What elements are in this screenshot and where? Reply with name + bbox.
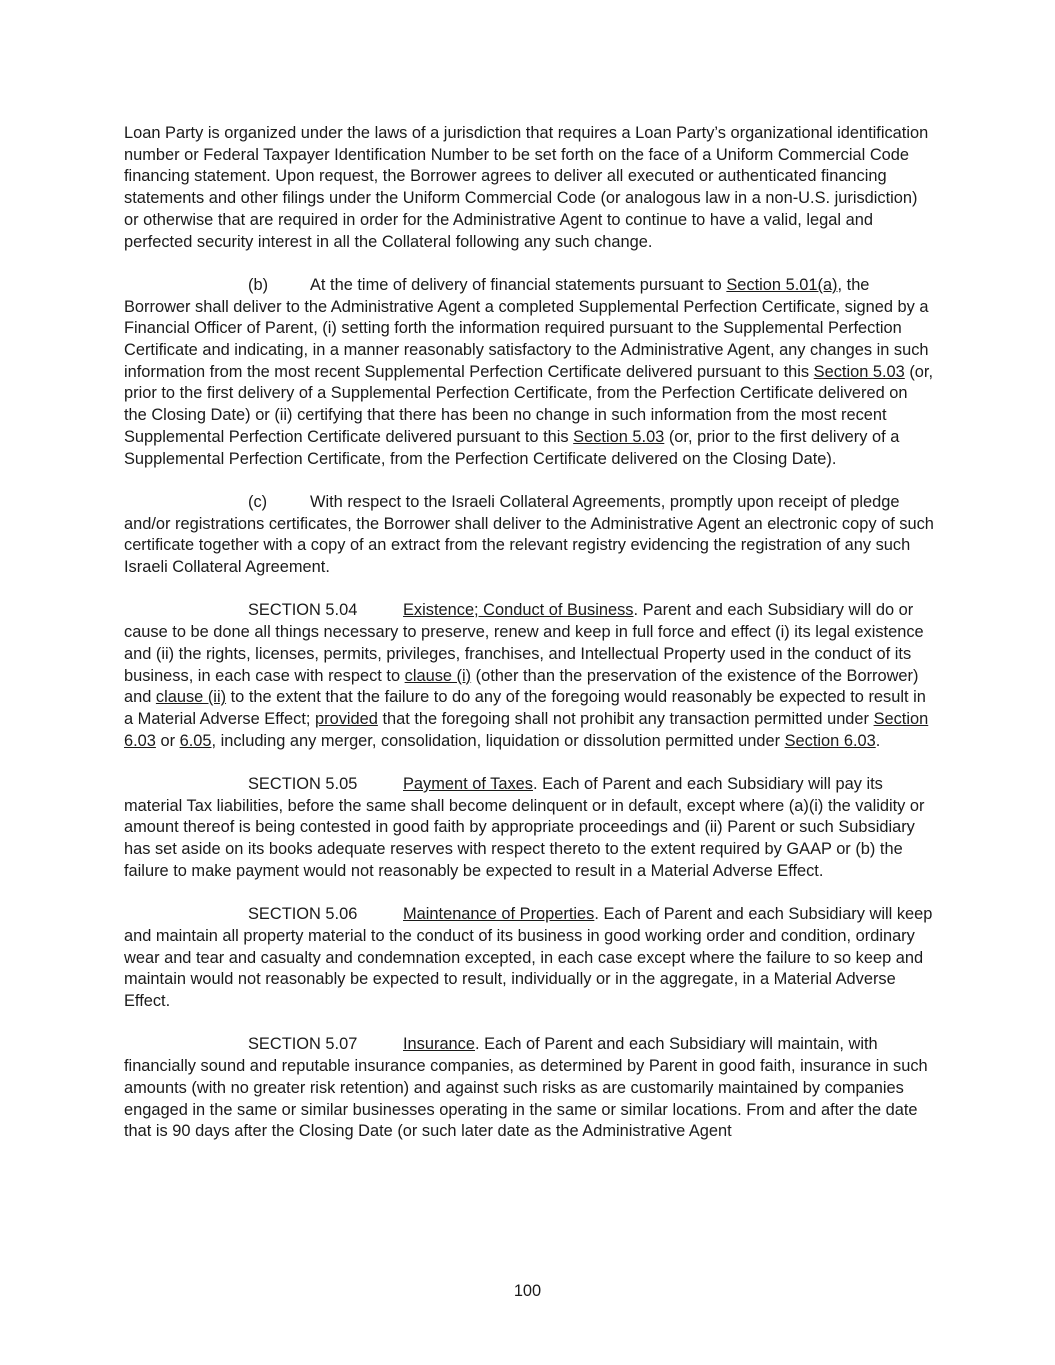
- text-run: . Each of Parent and each Subsidiary will pay its material Tax liabilities, before the same shall become delinquent or in default, except where (a)(i) the validity or amount thereof is being contested in good faith by appropriate proceedings and (ii) Parent or such Subsidiary has set aside on its books adequate reserves with respect thereto to the extent required by GAAP or (b) the failure to make payment would not reasonably be expected to result in a Material Adverse Effect.: [124, 775, 925, 880]
- text-run: . Parent and each Subsidiary will do or cause to be done all things necessary to preserve, renew and keep in full force and effect (i) its legal existence and (ii) the rights, licenses, permits, privileges, franchises, and Intellectual Property used in the conduct of its business, in each case with respect to: [124, 601, 924, 685]
- underlined-reference: Existence; Conduct of Business: [403, 601, 634, 620]
- text-run: At the time of delivery of financial statements pursuant to: [310, 275, 727, 294]
- underlined-reference: Maintenance of Properties: [403, 905, 595, 924]
- underlined-reference: 6.05: [179, 731, 212, 750]
- text-run: .: [875, 731, 881, 750]
- underlined-reference: Section 5.01(a): [726, 275, 838, 294]
- underlined-reference: Insurance: [403, 1035, 475, 1054]
- section-paragraph: [124, 600, 934, 752]
- section-number: SECTION 5.04: [248, 601, 358, 620]
- paragraph-label: (b): [248, 275, 269, 294]
- text-run: (or, prior to the first delivery of a Supplemental Perfection Certificate, from the Perfection Certificate delivered on the Closing Date).: [124, 427, 900, 468]
- text-run: . Each of Parent and each Subsidiary will keep and maintain all property material to the conduct of its business in good working order and condition, ordinary wear and tear and casualty and condemnation excepted, in each case except where the failure to so keep and maintain would not reasonably be expected to result, individually or in the aggregate, in a Material Adverse Effect.: [124, 905, 933, 1011]
- text-run: that the foregoing shall not prohibit any transaction permitted under: [377, 709, 874, 728]
- continuation-paragraph: [124, 123, 934, 253]
- section-paragraph: [124, 1034, 934, 1143]
- text-run: . Each of Parent and each Subsidiary will maintain, with financially sound and reputable insurance companies, as determined by Parent in good faith, insurance in such amounts (with no greater risk retention) and against such risks as are customarily maintained by companies engaged in the same or similar businesses operating in the same or similar locations. From and after the date that is 90 days after the Closing Date (or such later date as the Administrative Agent: [124, 1035, 928, 1141]
- underlined-reference: Section 6.03: [124, 709, 929, 750]
- paragraph-label: (c): [248, 492, 268, 511]
- text-run: , including any merger, consolidation, liquidation or dissolution permitted under: [211, 731, 785, 750]
- underlined-reference: provided: [315, 709, 378, 728]
- lettered-paragraph: [124, 492, 934, 579]
- text-run: With respect to the Israeli Collateral Agreements, promptly upon receipt of pledge and/or registrations certificates, the Borrower shall deliver to the Administrative Agent an electronic copy of such certificate together with a copy of an extract from the relevant registry evidencing the registration of any such Israeli Collateral Agreement.: [124, 492, 934, 577]
- section-number: SECTION 5.07: [248, 1035, 358, 1054]
- document-body: [124, 123, 934, 1165]
- section-number: SECTION 5.06: [248, 905, 358, 924]
- section-paragraph: [124, 904, 934, 1013]
- text-run: or: [155, 731, 180, 750]
- page-number: 100: [513, 1282, 542, 1300]
- lettered-paragraph: [124, 275, 934, 470]
- underlined-reference: clause (ii): [155, 688, 227, 707]
- text-run: (other than the preservation of the existence of the Borrower) and: [124, 666, 919, 707]
- underlined-reference: clause (i): [404, 666, 472, 685]
- underlined-reference: Payment of Taxes: [403, 775, 533, 794]
- underlined-reference: Section 6.03: [784, 731, 876, 750]
- section-paragraph: [124, 774, 934, 883]
- text-run: (or, prior to the first delivery of a Supplemental Perfection Certificate, from the Perfection Certificate delivered on the Closing Date) or (ii) certifying that there has been no change in such information from the most recent Supplemental Perfection Certificate delivered pursuant to this: [124, 362, 934, 446]
- underlined-reference: Section 5.03: [573, 427, 665, 446]
- text-run: to the extent that the failure to do any of the foregoing would reasonably be expected to result in a Material Adverse Effect;: [124, 688, 926, 728]
- text-run: , the Borrower shall deliver to the Administrative Agent a completed Supplemental Perfection Certificate, signed by a Financial Officer of Parent, (i) setting forth the information required pursuant to the Supplemental Perfection Certificate and indicating, in a manner reasonably satisfactory to the Administrative Agent, any changes in such information from the most recent Supplemental Perfection Certificate delivered pursuant to this: [124, 275, 929, 381]
- underlined-reference: Section 5.03: [813, 362, 905, 381]
- text-run: Loan Party is organized under the laws of a jurisdiction that requires a Loan Party’s organizational identification number or Federal Taxpayer Identification Number to be set forth on the face of a Uniform Commercial Code financing statement. Upon request, the Borrower agrees to deliver all executed or authenticated financing statements and other filings under the Uniform Commercial Code (or analogous law in a non-U.S. jurisdiction) or otherwise that are required in order for the Administrative Agent to continue to have a valid, legal and perfected security interest in all the Collateral following any such change.: [124, 124, 929, 251]
- section-number: SECTION 5.05: [248, 775, 358, 794]
